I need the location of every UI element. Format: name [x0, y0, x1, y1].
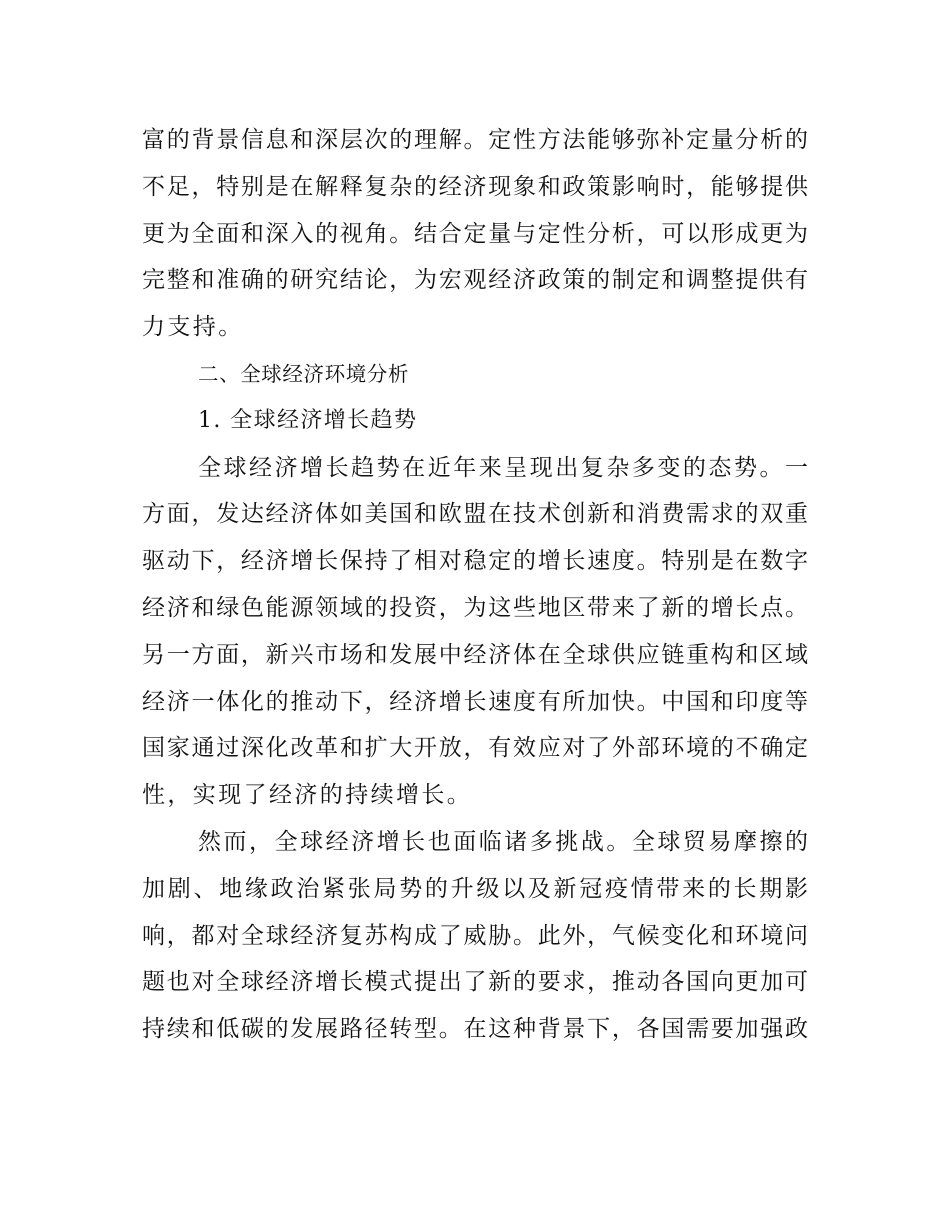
paragraph-line: 完整和准确的研究结论，为宏观经济政策的制定和调整提供有 [142, 267, 808, 294]
paragraph-line: 经济一体化的推动下，经济增长速度有所加快。中国和印度等 [142, 688, 808, 715]
paragraph-line: 更为全面和深入的视角。结合定量与定性分析，可以形成更为 [142, 220, 808, 247]
paragraph-line: 经济和绿色能源领域的投资，为这些地区带来了新的增长点。 [142, 594, 808, 621]
paragraph-line: 驱动下，经济增长保持了相对稳定的增长速度。特别是在数字 [142, 548, 808, 575]
paragraph-line: 国家通过深化改革和扩大开放，有效应对了外部环境的不确定 [142, 735, 808, 762]
paragraph-line: 不足，特别是在解释复杂的经济现象和政策影响时，能够提供 [142, 173, 808, 200]
section-heading: 二、全球经济环境分析 [198, 361, 409, 386]
paragraph-line: 另一方面，新兴市场和发展中经济体在全球供应链重构和区域 [142, 641, 808, 668]
paragraph-2 [142, 445, 808, 819]
paragraph-line: 全球经济增长趋势在近年来呈现出复杂多变的态势。一 [198, 454, 808, 481]
paragraph-line: 响，都对全球经济复苏构成了威胁。此外，气候变化和环境问 [142, 922, 808, 949]
paragraph-line: 性，实现了经济的持续增长。 [142, 782, 473, 809]
paragraph-1 [142, 117, 808, 351]
paragraph-line: 富的背景信息和深层次的理解。定性方法能够弥补定量分析的 [142, 127, 808, 153]
paragraph-line: 然而，全球经济增长也面临诸多挑战。全球贸易摩擦的 [198, 828, 808, 855]
paragraph-line: 方面，发达经济体如美国和欧盟在技术创新和消费需求的双重 [142, 501, 808, 528]
paragraph-line: 题也对全球经济增长模式提出了新的要求，推动各国向更加可 [142, 969, 808, 996]
paragraph-line: 力支持。 [142, 314, 244, 341]
subsection-heading: 1. 全球经济增长趋势 [198, 407, 418, 433]
paragraph-3 [142, 819, 808, 1053]
paragraph-line: 持续和低碳的发展路径转型。在这种背景下，各国需要加强政 [142, 1016, 808, 1043]
document-page [142, 117, 808, 1053]
paragraph-line: 加剧、地缘政治紧张局势的升级以及新冠疫情带来的长期影 [142, 875, 808, 902]
